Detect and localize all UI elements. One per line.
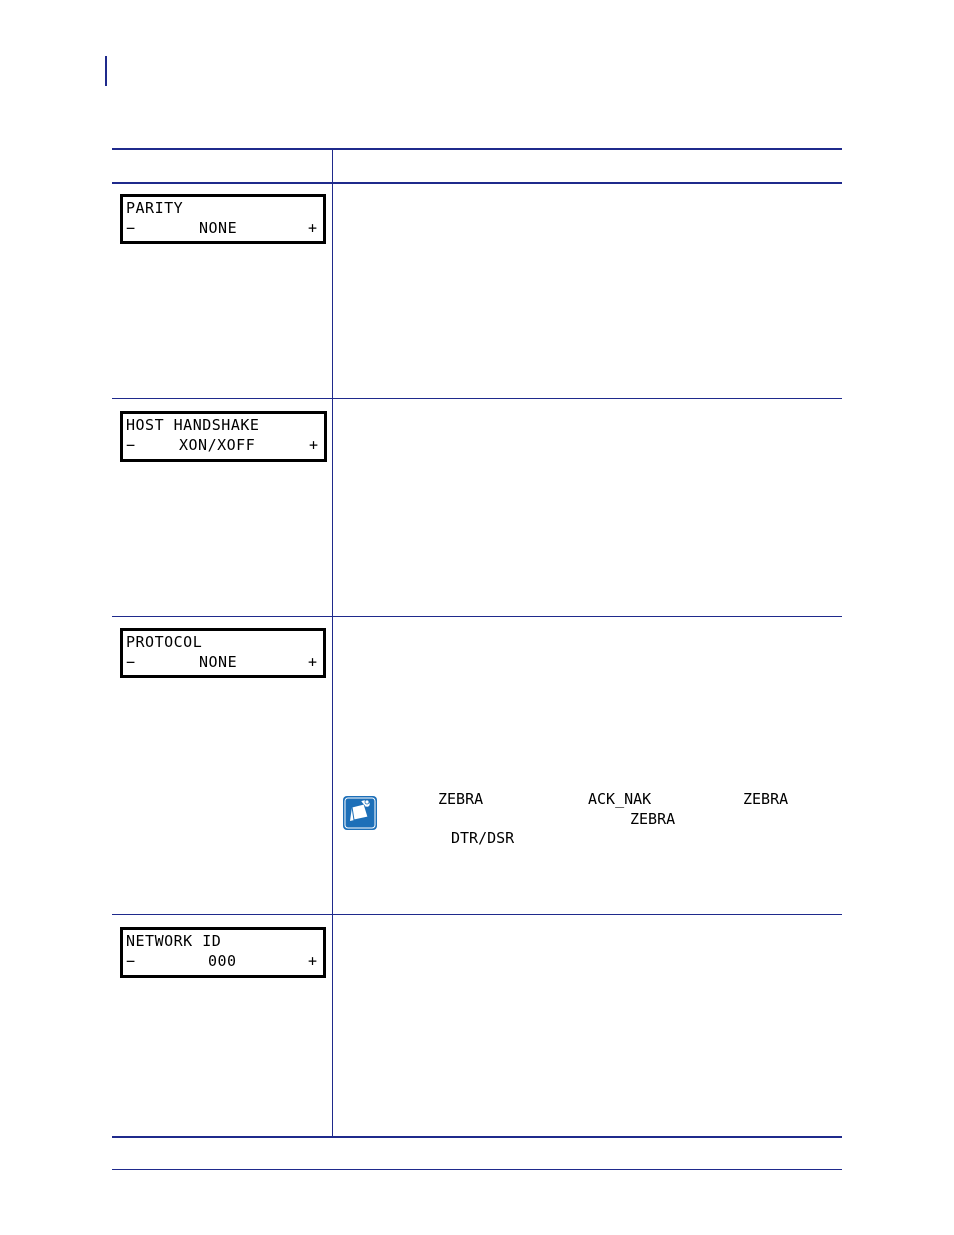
note-hand-icon <box>342 795 378 831</box>
footer-rule <box>112 1169 842 1170</box>
table-top-rule <box>112 148 842 150</box>
row-divider <box>112 914 842 915</box>
lcd-line1: PARITY <box>126 199 184 217</box>
lcd-value: 000 <box>208 952 237 970</box>
lcd-minus: − <box>126 436 136 454</box>
note-word: ACK_NAK <box>588 790 652 808</box>
note-word: DTR/DSR <box>451 829 515 847</box>
row-divider <box>112 398 842 399</box>
table-header-rule <box>112 182 842 184</box>
lcd-plus: + <box>307 653 317 671</box>
lcd-panel-protocol <box>120 628 326 678</box>
note-word: ZEBRA <box>743 790 789 808</box>
lcd-line1: HOST HANDSHAKE <box>126 416 260 434</box>
table-bottom-rule <box>112 1136 842 1138</box>
change-bar <box>105 56 107 86</box>
lcd-plus: + <box>307 219 317 237</box>
lcd-line1: NETWORK ID <box>126 932 222 950</box>
lcd-minus: − <box>126 653 136 671</box>
lcd-plus: + <box>308 436 318 454</box>
lcd-value: NONE <box>199 653 238 671</box>
note-word: ZEBRA <box>438 790 484 808</box>
lcd-value: NONE <box>199 219 238 237</box>
lcd-value: XON/XOFF <box>179 436 256 454</box>
lcd-minus: − <box>126 219 136 237</box>
lcd-minus: − <box>126 952 136 970</box>
lcd-plus: + <box>307 952 317 970</box>
note-word: ZEBRA <box>630 810 676 828</box>
lcd-panel-parity <box>120 194 326 244</box>
lcd-panel-host-handshake <box>120 411 327 462</box>
lcd-panel-network-id <box>120 927 326 978</box>
row-divider <box>112 616 842 617</box>
column-divider <box>332 148 333 1138</box>
lcd-line1: PROTOCOL <box>126 633 203 651</box>
